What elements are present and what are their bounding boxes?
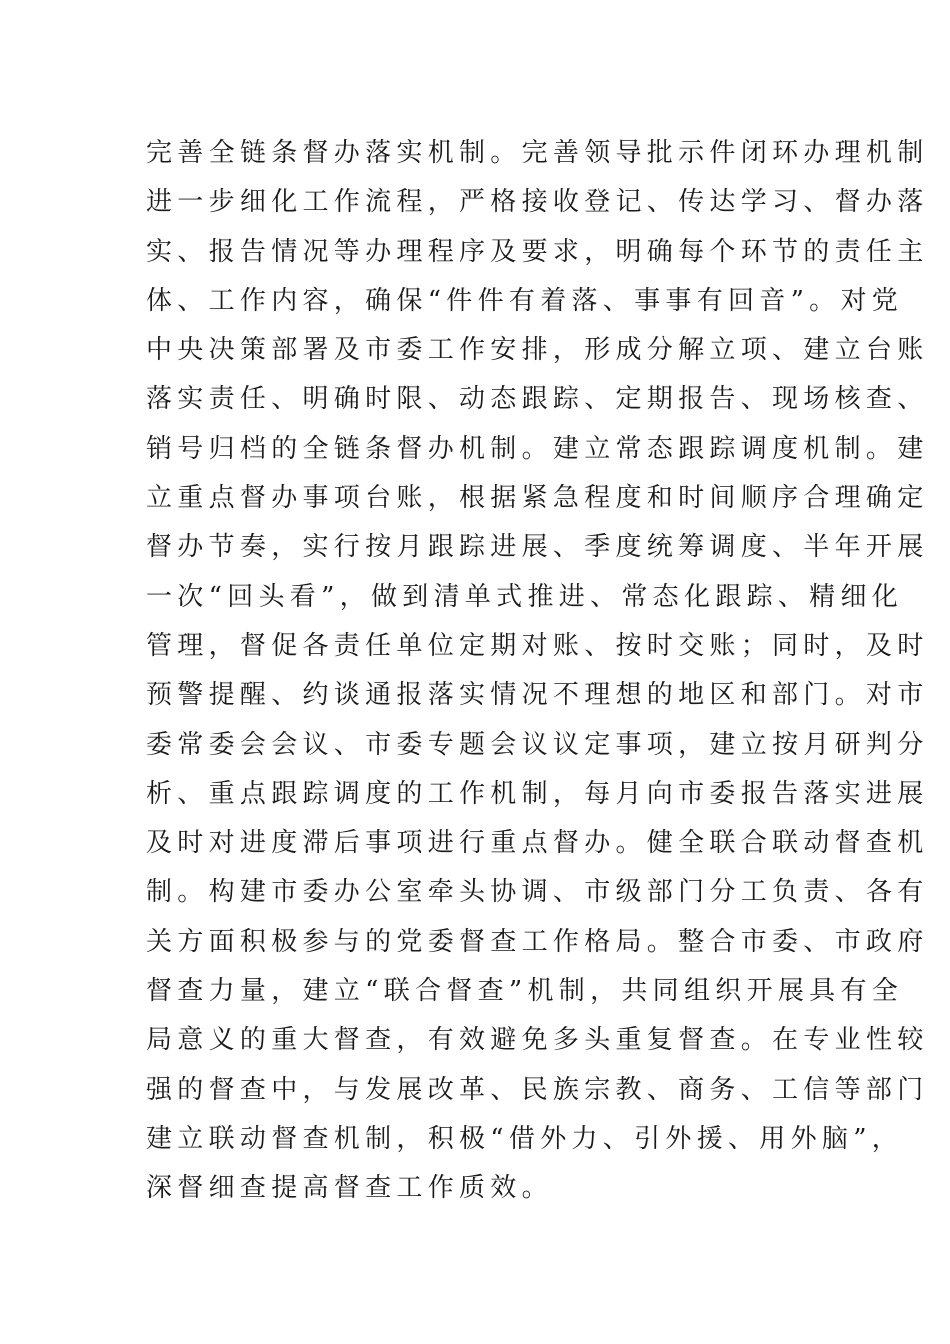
text-line: 中央决策部署及市委工作安排，形成分解立项、建立台账: [146, 335, 929, 366]
text-line: 预警提醒、约谈通报落实情况不理想的地区和部门。对市: [146, 680, 929, 711]
body-paragraph: [146, 129, 929, 1214]
text-line: 一次“回头看”，做到清单式推进、常态化跟踪、精细化: [146, 581, 904, 612]
text-line: 及时对进度滞后事项进行重点督办。健全联合联动督查机: [146, 828, 929, 859]
text-line: 局意义的重大督查，有效避免多头重复督查。在专业性较: [146, 1025, 929, 1056]
text-line: 关方面积极参与的党委督查工作格局。整合市委、市政府: [146, 926, 929, 957]
text-line: 完善全链条督办落实机制。完善领导批示件闭环办理机制: [146, 138, 929, 168]
text-line: 制。构建市委办公室牵头协调、市级部门分工负责、各有: [146, 877, 929, 908]
text-line: 实、报告情况等办理程序及要求，明确每个环节的责任主: [146, 236, 929, 267]
text-line: 析、重点跟踪调度的工作机制，每月向市委报告落实进展: [146, 778, 929, 809]
text-line: 落实责任、明确时限、动态跟踪、定期报告、现场核查、: [146, 384, 929, 415]
text-line: 建立联动督查机制，积极“借外力、引外援、用外脑”，: [146, 1123, 904, 1154]
text-line: 体、工作内容，确保“件件有着落、事事有回音”。对党: [146, 285, 904, 316]
text-line: 委常委会会议、市委专题会议议定事项，建立按月研判分: [146, 729, 929, 760]
text-line: 销号归档的全链条督办机制。建立常态跟踪调度机制。建: [146, 433, 929, 464]
text-line: 督查力量，建立“联合督查”机制，共同组织开展具有全: [146, 976, 904, 1007]
text-line: 深督细查提高督查工作质效。: [146, 1173, 553, 1204]
text-line: 立重点督办事项台账，根据紧急程度和时间顺序合理确定: [146, 483, 929, 514]
text-line: 强的督查中，与发展改革、民族宗教、商务、工信等部门: [146, 1074, 929, 1105]
text-line: 管理，督促各责任单位定期对账、按时交账；同时，及时: [146, 630, 929, 661]
text-line: 进一步细化工作流程，严格接收登记、传达学习、督办落: [146, 187, 929, 218]
text-line: 督办节奏，实行按月跟踪进展、季度统筹调度、半年开展: [146, 532, 929, 563]
